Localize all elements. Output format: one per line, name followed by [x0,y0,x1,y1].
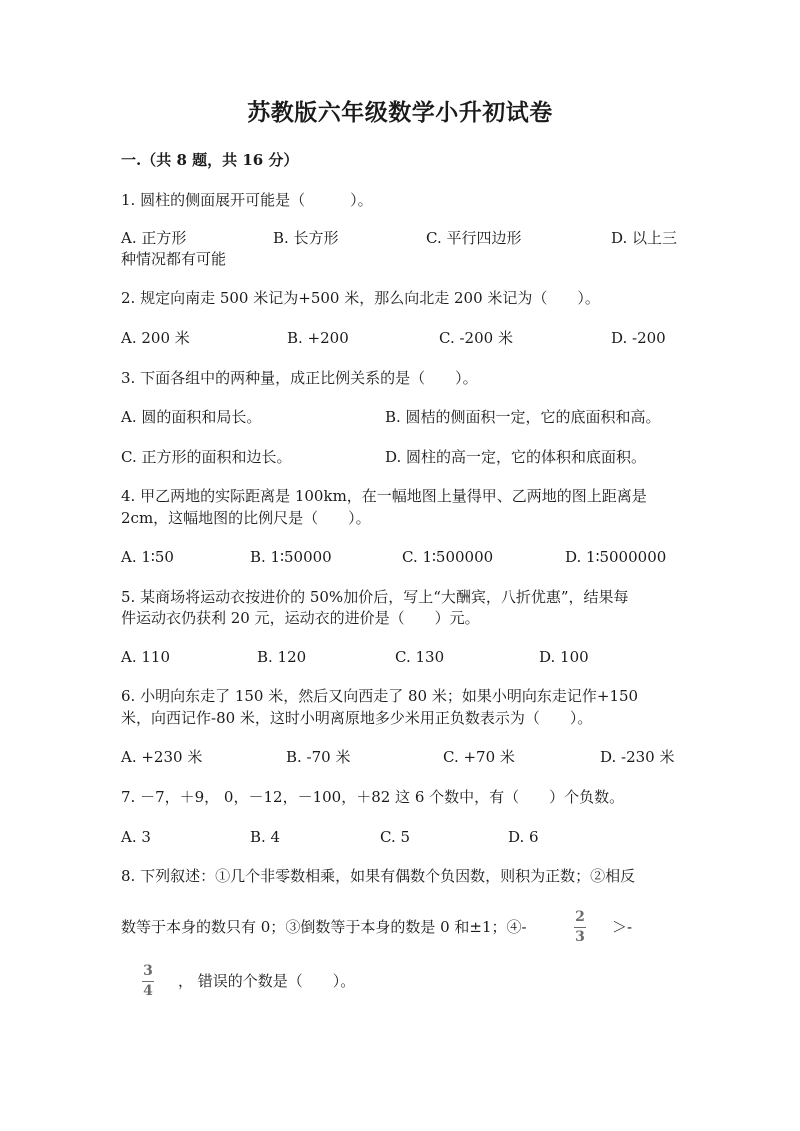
question-6-option-a: A. +230 米 [121,748,203,766]
question-3-option-d: D. 圆柱的高一定，它的体积和底面积。 [385,448,647,466]
question-5-stem-line-1: 5. 某商场将运动衣按进价的 50%加价后，写上“大酬宾，八折优惠”，结果每 [121,588,629,606]
question-3-option-c: C. 正方形的面积和边长。 [121,448,292,466]
question-1-option-a: A. 正方形 [121,229,187,247]
fraction-numerator: 2 [575,909,585,925]
question-8-stem-line-2: 数等于本身的数只有 0；③倒数等于本身的数是 0 和±1；④- [121,918,527,936]
fraction-bar [142,981,154,982]
question-5-stem-line-2: 件运动衣仍获利 20 元，运动衣的进价是（ ）元。 [121,609,480,627]
question-5-option-a: A. 110 [121,648,170,666]
question-7-option-a: A. 3 [121,828,151,846]
question-1-option-b: B. 长方形 [273,229,339,247]
question-6-stem-line-2: 米，向西记作-80 米，这时小明离原地多少米用正负数表示为（ ）。 [121,709,593,727]
question-2-option-a: A. 200 米 [121,329,190,347]
question-1-option-d-continued: 种情况都有可能 [121,250,227,268]
page-title: 苏教版六年级数学小升初试卷 [247,99,553,126]
question-4-option-a: A. 1∶50 [121,548,174,566]
question-2-option-c: C. -200 米 [439,329,513,347]
question-4-option-d: D. 1∶5000000 [565,548,667,566]
question-2-option-b: B. +200 [287,329,349,347]
question-8-fraction-three-quarters [142,964,154,999]
question-7-stem: 7. －7，＋9， 0，－12，－100，＋82 这 6 个数中，有（ ）个负数。 [121,788,625,806]
question-6-option-c: C. +70 米 [443,748,515,766]
question-5-option-b: B. 120 [257,648,307,666]
question-3-stem: 3. 下面各组中的两种量，成正比例关系的是（ ）。 [121,369,478,387]
question-7-option-d: D. 6 [508,828,539,846]
question-8-stem-line-1: 8. 下列叙述：①几个非零数相乘，如果有偶数个负因数，则积为正数；②相反 [121,867,636,885]
fraction-numerator: 3 [143,963,153,979]
question-4-option-b: B. 1∶50000 [250,548,332,566]
question-3-option-b: B. 圆桔的侧面积一定，它的底面积和高。 [385,408,661,426]
question-4-stem-line-2: 2cm，这幅地图的比例尺是（ ）。 [121,509,371,527]
question-4-stem-line-1: 4. 甲乙两地的实际距离是 100km，在一幅地图上量得甲、乙两地的图上距离是 [121,487,647,505]
question-8-stem-line-3: ， 错误的个数是（ ）。 [178,972,356,990]
question-7-option-b: B. 4 [250,828,281,846]
question-4-option-c: C. 1∶500000 [402,548,494,566]
question-8-greater-than-negative: ＞- [612,918,633,936]
question-6-option-b: B. -70 米 [286,748,351,766]
question-7-option-c: C. 5 [380,828,411,846]
question-5-option-c: C. 130 [395,648,445,666]
fraction-denominator: 4 [143,983,153,999]
question-3-option-a: A. 圆的面积和局长。 [121,408,262,426]
fraction-denominator: 3 [575,929,585,945]
question-6-stem-line-1: 6. 小明向东走了 150 米，然后又向西走了 80 米；如果小明向东走记作+150 [121,687,639,705]
question-2-stem: 2. 规定向南走 500 米记为+500 米，那么向北走 200 米记为（ ）。 [121,289,600,307]
question-5-option-d: D. 100 [539,648,589,666]
fraction-bar [574,927,586,928]
question-6-option-d: D. -230 米 [600,748,675,766]
question-1-option-c: C. 平行四边形 [426,229,522,247]
question-1-option-d: D. 以上三 [611,229,678,247]
section-heading: 一.（共 8 题，共 16 分） [121,151,299,169]
question-1-stem: 1. 圆柱的侧面展开可能是（ ）。 [121,191,373,209]
question-2-option-d: D. -200 [611,329,666,347]
question-8-fraction-two-thirds [574,910,586,945]
